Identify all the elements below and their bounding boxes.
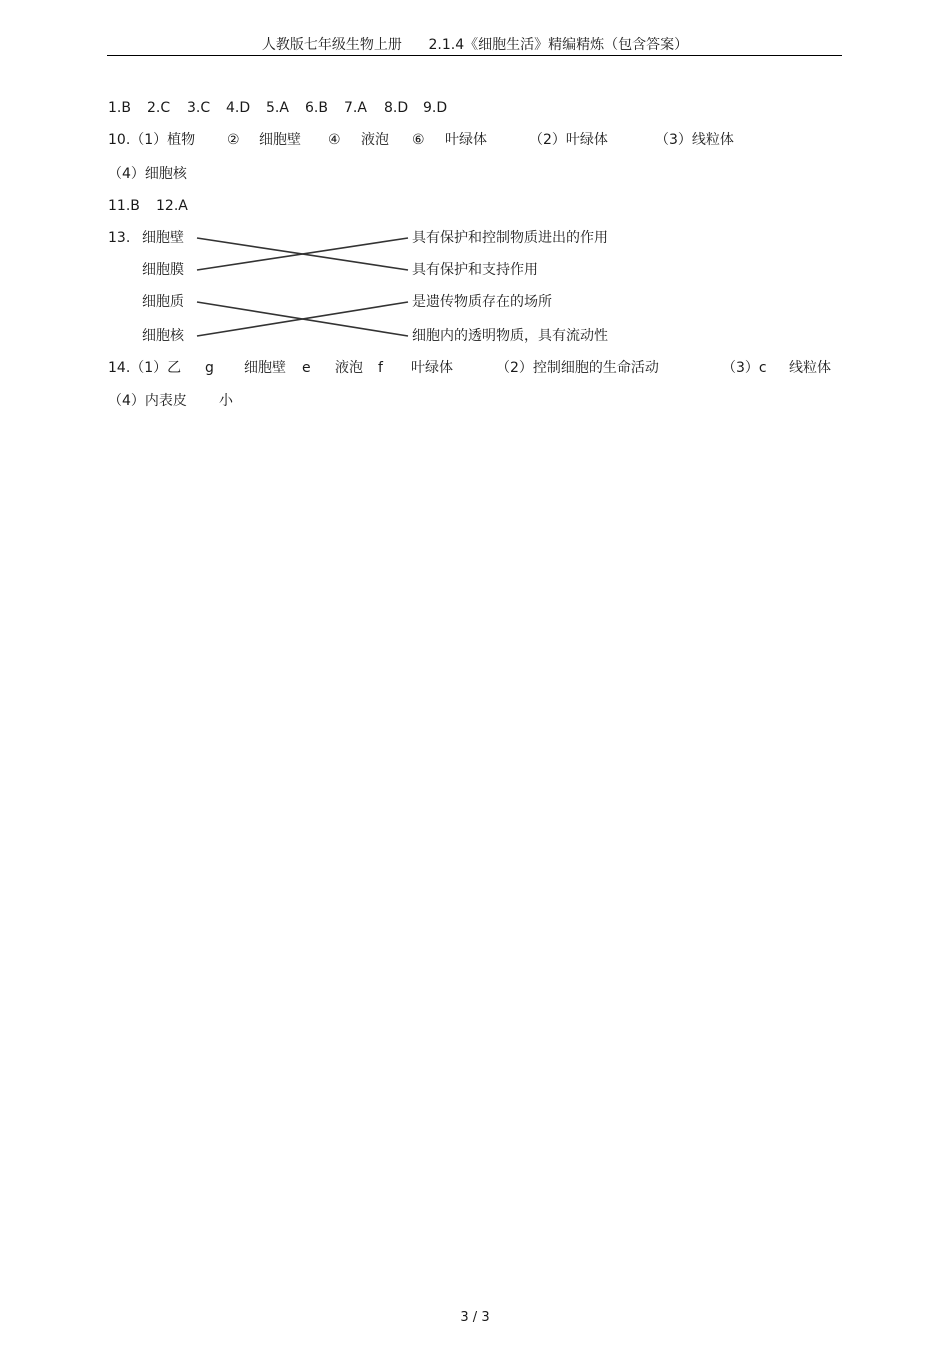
answer-part: 叶绿体 bbox=[445, 132, 487, 148]
page-header: 人教版七年级生物上册 2.1.4《细胞生活》精编精炼（包含答案） bbox=[261, 37, 689, 53]
answer-part: （2）控制细胞的生命活动 bbox=[496, 360, 659, 376]
answer-part: 线粒体 bbox=[789, 360, 831, 376]
question-number: 13. bbox=[108, 230, 131, 246]
answer-item: 9.D bbox=[423, 100, 448, 116]
answer-part: 小 bbox=[219, 393, 233, 409]
answer-item: 8.D bbox=[384, 100, 409, 116]
answer-part: ④ bbox=[328, 132, 341, 148]
match-left-item: 细胞膜 bbox=[142, 262, 184, 278]
answer-part: e bbox=[302, 360, 311, 376]
page-number: 3 / 3 bbox=[460, 1310, 490, 1325]
answer-part: （3）线粒体 bbox=[655, 132, 734, 148]
match-right-item: 细胞内的透明物质，具有流动性 bbox=[412, 328, 608, 344]
answer-part: 叶绿体 bbox=[411, 360, 453, 376]
answer-part: 10.（1）植物 bbox=[108, 132, 196, 148]
match-right-item: 是遗传物质存在的场所 bbox=[412, 294, 552, 310]
answer-part: 细胞壁 bbox=[244, 360, 286, 376]
answer-part: g bbox=[205, 360, 214, 376]
answer-part: （4）内表皮 bbox=[108, 393, 187, 409]
answer-item: 4.D bbox=[226, 100, 251, 116]
answer-part: 14.（1）乙 bbox=[108, 360, 182, 376]
match-left-item: 细胞壁 bbox=[142, 230, 184, 246]
answer-item: 12.A bbox=[156, 198, 188, 214]
answer-part: ⑥ bbox=[412, 132, 425, 148]
answer-part: （3）c bbox=[722, 360, 767, 376]
answer-part: 细胞壁 bbox=[259, 132, 301, 148]
match-right-item: 具有保护和支持作用 bbox=[412, 262, 538, 278]
answer-part: 液泡 bbox=[335, 360, 363, 376]
match-left-item: 细胞质 bbox=[142, 294, 184, 310]
answer-item: 5.A bbox=[266, 100, 289, 116]
answer-part: 液泡 bbox=[361, 132, 389, 148]
match-left-item: 细胞核 bbox=[142, 328, 184, 344]
answer-item: 2.C bbox=[147, 100, 171, 116]
answer-part: f bbox=[378, 360, 383, 376]
answer-item: 3.C bbox=[187, 100, 211, 116]
answer-item: 11.B bbox=[108, 198, 140, 214]
answer-item: 6.B bbox=[305, 100, 328, 116]
answer-item: 7.A bbox=[344, 100, 367, 116]
answer-part: ② bbox=[227, 132, 240, 148]
answer-part: （2）叶绿体 bbox=[529, 132, 608, 148]
answer-item: 1.B bbox=[108, 100, 131, 116]
match-right-item: 具有保护和控制物质进出的作用 bbox=[412, 230, 608, 246]
answer-part: （4）细胞核 bbox=[108, 166, 187, 182]
match-lines bbox=[0, 0, 950, 400]
